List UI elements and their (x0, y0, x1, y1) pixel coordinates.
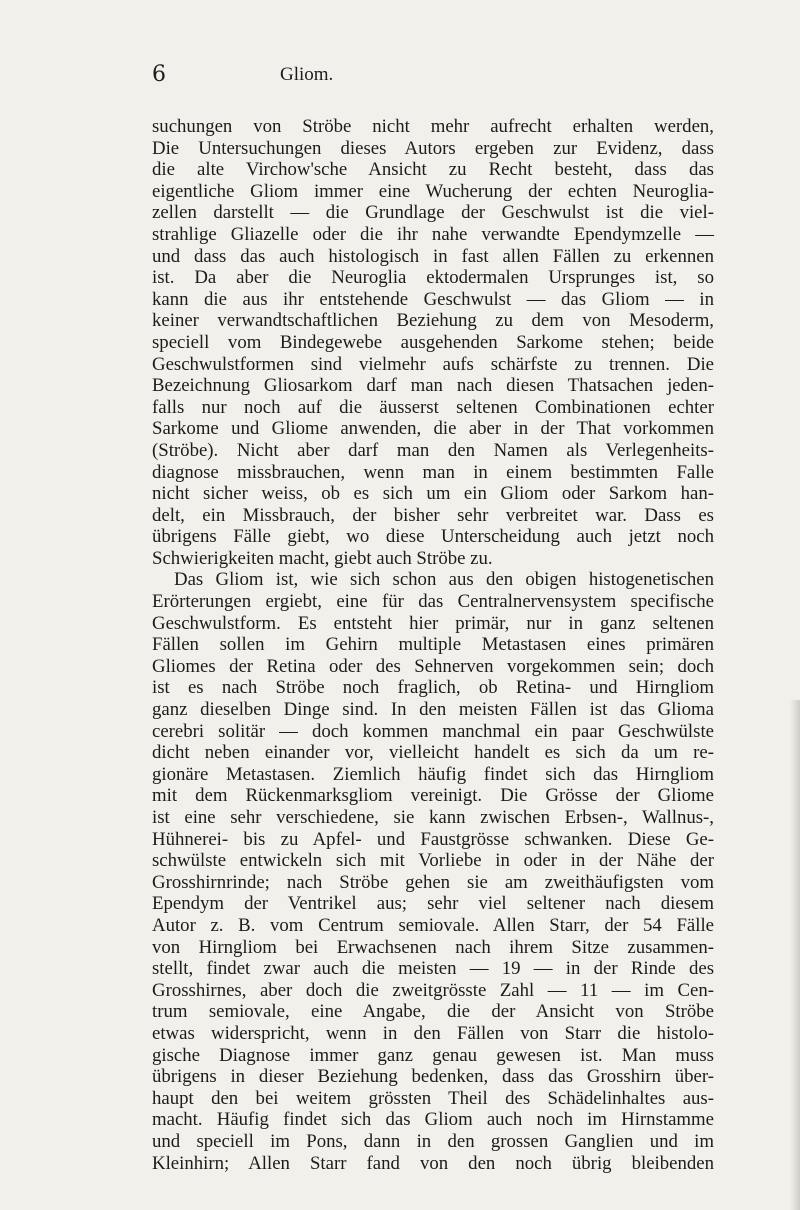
text-line: und speciell im Pons, dann in den grossen Ganglien und im (152, 1130, 714, 1152)
text-line: Erörterungen ergiebt, eine für das Centralnervensystem specifische (152, 591, 714, 613)
text-line: Hühnerei- bis zu Apfel- und Faustgrösse schwanken. Diese Ge- (152, 828, 714, 850)
text-line: falls nur noch auf die äusserst seltenen Combinationen echter (152, 396, 714, 418)
text-line: Geschwulstform. Es entsteht hier primär, nur in ganz seltenen (152, 612, 714, 634)
text-line: Grosshirnrinde; nach Ströbe gehen sie am zweithäufigsten vom (152, 871, 714, 893)
text-line: Die Untersuchungen dieses Autors ergeben zur Evidenz, dass (152, 137, 714, 159)
text-line: stellt, findet zwar auch die meisten — 19 — in der Rinde des (152, 958, 714, 980)
text-line: trum semiovale, eine Angabe, die der Ansicht von Ströbe (152, 1001, 714, 1023)
text-line: ist. Da aber die Neuroglia ektodermalen Ursprunges ist, so (152, 267, 714, 289)
text-line: (Ströbe). Nicht aber darf man den Namen als Verlegenheits- (152, 439, 714, 461)
text-line: schwülste entwickeln sich mit Vorliebe in oder in der Nähe der (152, 850, 714, 872)
text-line: gische Diagnose immer ganz genau gewesen ist. Man muss (152, 1044, 714, 1066)
text-line: nicht sicher weiss, ob es sich um ein Gliom oder Sarkom han- (152, 483, 714, 505)
text-line: übrigens in dieser Beziehung bedenken, dass das Grosshirn über- (152, 1066, 714, 1088)
text-line: von Hirngliom bei Erwachsenen nach ihrem Sitze zusammen- (152, 936, 714, 958)
text-line: Fällen sollen im Gehirn multiple Metastasen eines primären (152, 634, 714, 656)
text-line: Gliomes der Retina oder des Sehnerven vorgekommen sein; doch (152, 655, 714, 677)
text-line: ganz dieselben Dinge sind. In den meisten Fällen ist das Glioma (152, 699, 714, 721)
text-line: Kleinhirn; Allen Starr fand von den noch übrig bleibenden (152, 1152, 714, 1174)
body-text (152, 116, 714, 1174)
text-line: delt, ein Missbrauch, der bisher sehr verbreitet war. Dass es (152, 504, 714, 526)
text-line: Autor z. B. vom Centrum semiovale. Allen Starr, der 54 Fälle (152, 914, 714, 936)
text-line: kann die aus ihr entstehende Geschwulst — das Gliom — in (152, 288, 714, 310)
text-line: mit dem Rückenmarksgliom vereinigt. Die Grösse der Gliome (152, 785, 714, 807)
text-line: zellen darstellt — die Grundlage der Geschwulst ist die viel- (152, 202, 714, 224)
page-header (152, 62, 712, 92)
page-edge-shadow (790, 700, 800, 1210)
text-line: ist es nach Ströbe noch fraglich, ob Retina- und Hirngliom (152, 677, 714, 699)
text-line: cerebri solitär — doch kommen manchmal ein paar Geschwülste (152, 720, 714, 742)
text-line: Ependym der Ventrikel aus; sehr viel seltener nach diesem (152, 893, 714, 915)
text-line: etwas widerspricht, wenn in den Fällen von Starr die histolo- (152, 1022, 714, 1044)
text-line: ist eine sehr verschiedene, sie kann zwischen Erbsen-, Wallnus-, (152, 807, 714, 828)
text-line: haupt den bei weitem grössten Theil des Schädelinhaltes aus- (152, 1087, 714, 1109)
running-title: Gliom. (280, 64, 334, 85)
text-line: die alte Virchow'sche Ansicht zu Recht besteht, dass das (152, 159, 714, 181)
text-line: Sarkome und Gliome anwenden, die aber in der That vorkommen (152, 418, 714, 440)
text-line: macht. Häufig findet sich das Gliom auch noch im Hirnstamme (152, 1109, 714, 1131)
text-line: Bezeichnung Gliosarkom darf man nach diesen Thatsachen jeden- (152, 375, 714, 397)
text-line: diagnose missbrauchen, wenn man in einem bestimmten Falle (152, 461, 714, 483)
text-line: Schwierigkeiten macht, giebt auch Ströbe zu. (152, 547, 493, 569)
text-line: und dass das auch histologisch in fast allen Fällen zu erkennen (152, 245, 714, 267)
text-line: Das Gliom ist, wie sich schon aus den obigen histogenetischen (174, 569, 714, 591)
text-line: gionäre Metastasen. Ziemlich häufig findet sich das Hirngliom (152, 763, 714, 785)
text-line: speciell vom Bindegewebe ausgehenden Sarkome stehen; beide (152, 331, 714, 353)
text-line: dicht neben einander vor, vielleicht handelt es sich da um re- (152, 742, 714, 764)
text-line: Geschwulstformen sind vielmehr aufs schärfste zu trennen. Die (152, 353, 714, 375)
text-line: Grosshirnes, aber doch die zweitgrösste Zahl — 11 — im Cen- (152, 979, 714, 1001)
page-number: 6 (152, 62, 166, 87)
text-line: suchungen von Ströbe nicht mehr aufrecht erhalten werden, (152, 116, 714, 137)
text-line: keiner verwandtschaftlichen Beziehung zu dem von Mesoderm, (152, 310, 714, 332)
text-line: eigentliche Gliom immer eine Wucherung der echten Neuroglia- (152, 180, 714, 202)
text-line: strahlige Gliazelle oder die ihr nahe verwandte Ependymzelle — (152, 223, 714, 245)
text-line: übrigens Fälle giebt, wo diese Unterscheidung auch jetzt noch (152, 526, 714, 548)
